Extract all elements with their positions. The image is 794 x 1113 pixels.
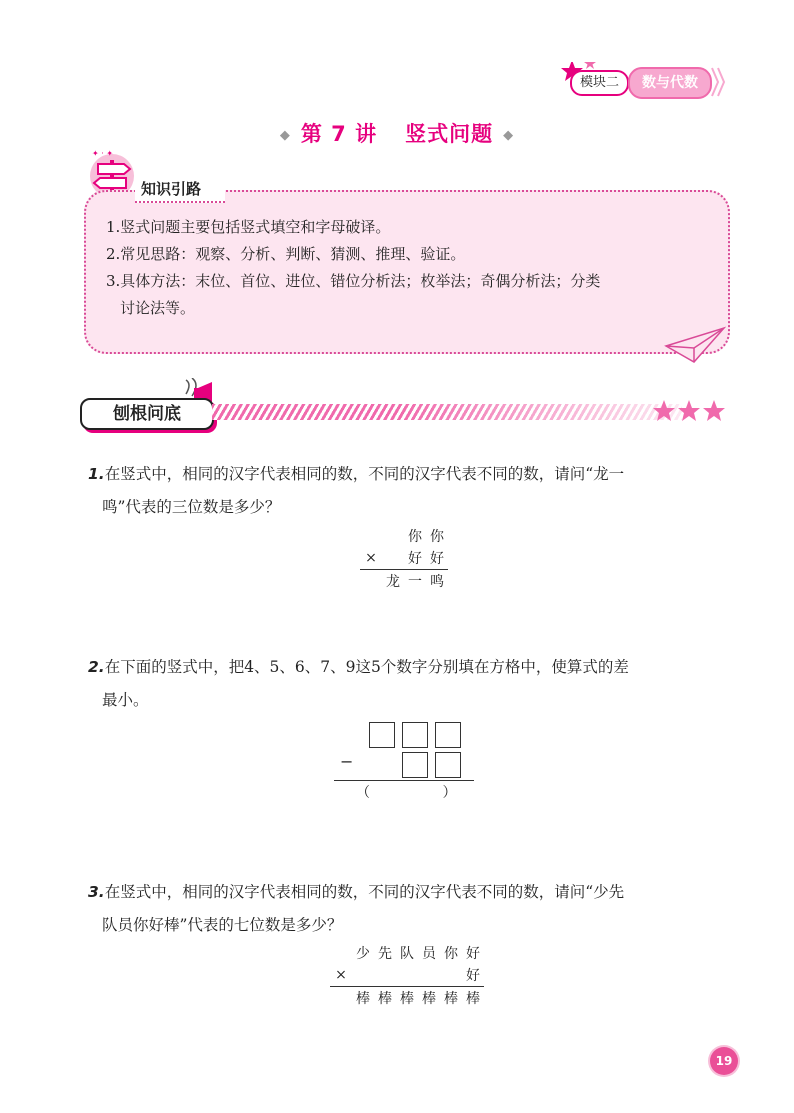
module-name: 数与代数 — [628, 67, 712, 99]
digit: 龙 — [386, 574, 400, 590]
problem-text: 在竖式中，相同的汉字代表相同的数，不同的汉字代表不同的数，请问“龙一 — [104, 465, 625, 483]
result-blank[interactable]: （ ） — [356, 785, 457, 801]
digit: 好 — [466, 968, 480, 984]
knowledge-line: 3.具体方法：末位、首位、进位、错位分析法；枚举法；奇偶分析法；分类 — [106, 272, 601, 290]
answer-box[interactable] — [435, 752, 461, 778]
digit: 棒 — [444, 991, 458, 1007]
digit: 棒 — [356, 991, 370, 1007]
digit: 你 — [430, 529, 444, 545]
operator: × — [365, 550, 377, 566]
problem-number: 3. — [88, 883, 105, 901]
paper-plane-icon — [664, 322, 726, 364]
problem-text: 最小。 — [102, 691, 149, 709]
answer-box[interactable] — [402, 752, 428, 778]
problem-3 — [88, 876, 733, 942]
problem-2 — [88, 651, 733, 717]
digit: 好 — [408, 551, 422, 567]
answer-box[interactable] — [402, 722, 428, 748]
digit: 队 — [400, 946, 414, 962]
vertical-calc-3 — [330, 942, 484, 1009]
problem-number: 1. — [88, 465, 105, 483]
module-label: 模块二 — [570, 70, 629, 96]
digit: 棒 — [378, 991, 392, 1007]
digit: 你 — [408, 529, 422, 545]
problem-text: 在竖式中，相同的汉字代表相同的数，不同的汉字代表不同的数，请问“少先 — [104, 883, 625, 901]
digit: 少 — [356, 946, 370, 962]
problem-text: 队员你好棒”代表的七位数是多少？ — [102, 916, 343, 934]
digit: 棒 — [422, 991, 436, 1007]
diamond-icon: ◆ — [503, 127, 515, 143]
diamond-icon: ◆ — [279, 127, 291, 143]
knowledge-heading: 知识引路 — [135, 177, 225, 203]
knowledge-line: 2.常见思路：观察、分析、判断、猜测、推理、验证。 — [106, 245, 466, 263]
digit: 员 — [422, 946, 436, 962]
digit: 你 — [444, 946, 458, 962]
digit: 先 — [378, 946, 392, 962]
result-line — [334, 780, 474, 781]
section-title: 刨根问底 — [80, 398, 214, 430]
digit: 一 — [408, 574, 422, 590]
knowledge-line: 讨论法等。 — [120, 299, 196, 317]
lecture-name: 竖式问题 — [405, 122, 494, 146]
knowledge-line: 1.竖式问题主要包括竖式填空和字母破译。 — [106, 218, 391, 236]
vertical-calc-2 — [334, 720, 474, 800]
operator: − — [340, 752, 354, 771]
svg-text:✦ · ✦: ✦ · ✦ — [92, 149, 114, 158]
problem-1 — [88, 458, 733, 524]
section-banner — [80, 390, 730, 434]
stars-icon — [652, 398, 730, 426]
vertical-calc-1 — [360, 525, 448, 592]
operator: × — [335, 967, 347, 983]
digit: 棒 — [466, 991, 480, 1007]
digit: 棒 — [400, 991, 414, 1007]
page-number: 19 — [710, 1047, 738, 1075]
lecture-number: 第 7 讲 — [300, 122, 378, 146]
problem-text: 在下面的竖式中，把4、5、6、7、9这5个数字分别填在方格中，使算式的差 — [104, 658, 629, 676]
digit: 好 — [466, 946, 480, 962]
knowledge-list — [106, 214, 716, 322]
module-badge — [560, 62, 730, 102]
digit: 好 — [430, 551, 444, 567]
answer-box[interactable] — [369, 722, 395, 748]
problem-text: 鸣”代表的三位数是多少？ — [102, 498, 281, 516]
problem-number: 2. — [88, 658, 105, 676]
section-stripe — [212, 404, 682, 420]
digit: 鸣 — [430, 574, 444, 590]
answer-box[interactable] — [435, 722, 461, 748]
lecture-title — [0, 118, 794, 148]
